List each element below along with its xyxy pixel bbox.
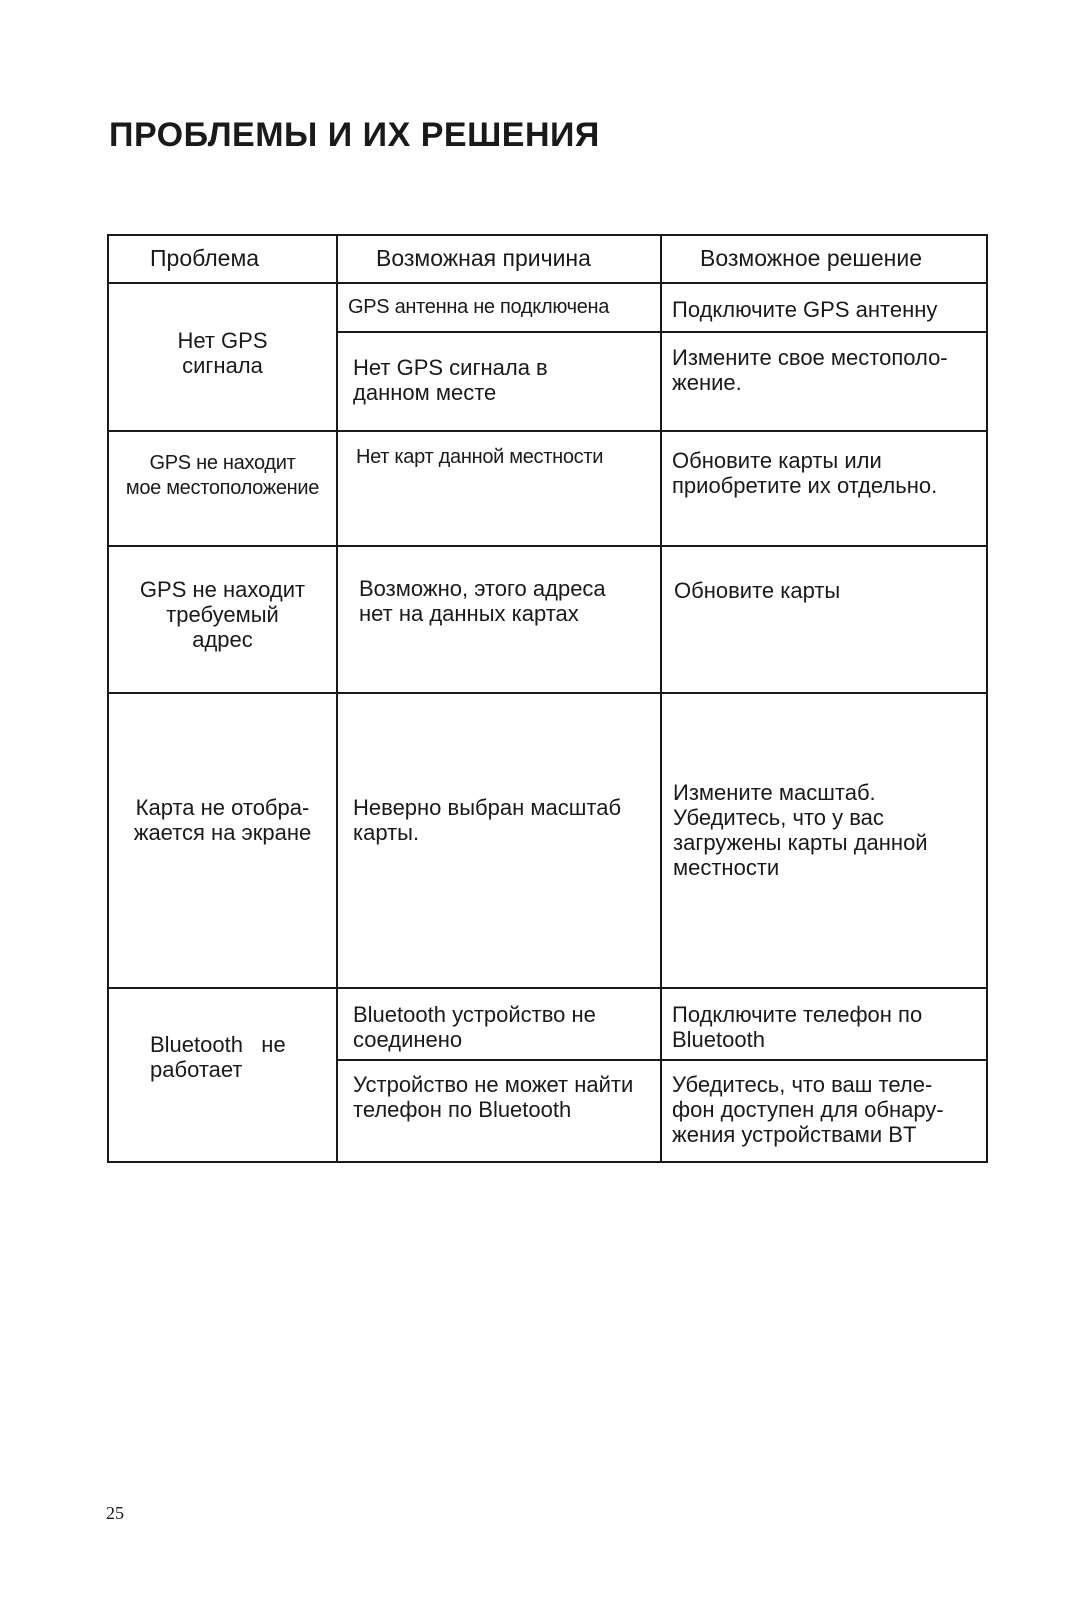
row-divider <box>107 987 988 989</box>
column-divider-1 <box>336 234 338 1163</box>
header-problem: Проблема <box>150 245 260 271</box>
page-title: ПРОБЛЕМЫ И ИХ РЕШЕНИЯ <box>109 116 600 154</box>
sub-row-divider <box>336 1059 988 1061</box>
solution-cell: Подключите телефон по Bluetooth <box>672 1002 923 1052</box>
cause-cell: Устройство не может найти телефон по Bluetooth <box>353 1072 634 1122</box>
header-solution: Возможное решение <box>700 245 922 271</box>
problem-cell: Карта не отобра- жается на экране <box>133 795 312 845</box>
row-divider <box>107 545 988 547</box>
problem-cell: GPS не находит мое местоположение <box>125 452 320 499</box>
cause-cell: Нет карт данной местности <box>356 446 604 468</box>
problem-cell: Нет GPS сигнала <box>177 328 268 378</box>
solution-cell: Подключите GPS антенну <box>672 297 938 322</box>
problem-cell: Bluetooth не работает <box>150 1032 286 1082</box>
table-border-top <box>107 234 988 236</box>
solution-cell: Обновите карты <box>674 578 841 603</box>
cause-cell: Неверно выбран масштаб карты. <box>353 795 622 845</box>
header-cause: Возможная причина <box>376 245 591 271</box>
problem-cell: GPS не находит требуемый адрес <box>139 577 306 652</box>
table-border-bottom <box>107 1161 988 1163</box>
page-number: 25 <box>106 1503 124 1523</box>
cause-cell: Bluetooth устройство не соединено <box>353 1002 596 1052</box>
row-divider <box>107 430 988 432</box>
solution-cell: Измените масштаб. Убедитесь, что у вас загружены карты данной местности <box>673 780 928 880</box>
cause-cell: GPS антенна не подключена <box>348 296 610 318</box>
table-border-right <box>986 234 988 1163</box>
row-divider <box>107 692 988 694</box>
cause-cell: Возможно, этого адреса нет на данных картах <box>359 576 606 626</box>
cause-cell: Нет GPS сигнала в данном месте <box>353 355 548 405</box>
solution-cell: Убедитесь, что ваш теле- фон доступен для обнару- жения устройствами BT <box>672 1072 944 1147</box>
sub-row-divider <box>336 331 988 333</box>
solution-cell: Обновите карты или приобретите их отдельно. <box>672 448 938 498</box>
row-divider <box>107 282 988 284</box>
column-divider-2 <box>660 234 662 1163</box>
solution-cell: Измените свое местополо- жение. <box>672 345 948 395</box>
